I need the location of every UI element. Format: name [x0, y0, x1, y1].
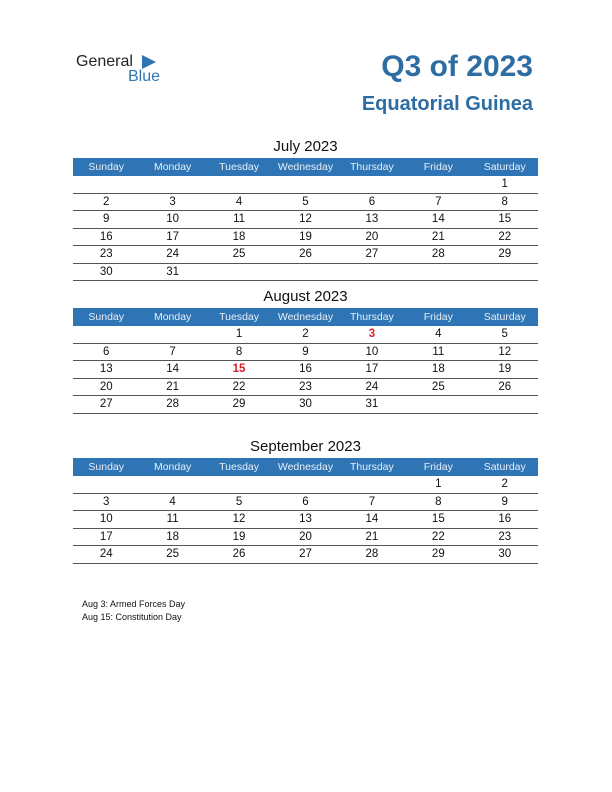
day-cell: 5: [302, 195, 309, 208]
day-cell: 9: [103, 213, 110, 225]
week-row: [73, 494, 538, 512]
day-cell: 4: [435, 328, 442, 340]
day-cell: [206, 176, 272, 193]
week-row: [73, 546, 538, 564]
day-cell: 23: [299, 380, 312, 393]
day-cell: [272, 264, 338, 281]
day-cell: 11: [432, 345, 445, 358]
day-cell: 12: [299, 213, 312, 225]
weekday-label: Tuesday: [219, 161, 259, 173]
weekday-label: Saturday: [483, 311, 526, 323]
weekday-label: Sunday: [88, 461, 125, 473]
day-cell: 22: [498, 230, 512, 243]
week-row: [73, 529, 538, 547]
day-cell: 30: [498, 548, 512, 560]
day-cell: 24: [166, 248, 180, 260]
day-cell: [73, 476, 139, 493]
weekday-label: Thursday: [350, 161, 394, 173]
weekday-label: Monday: [153, 311, 192, 323]
week-row: [73, 361, 538, 379]
day-cell: 11: [166, 513, 179, 525]
day-cell: 23: [498, 530, 512, 543]
day-cell: 9: [501, 495, 508, 508]
weekday-header: [73, 308, 538, 326]
day-cell: [206, 264, 272, 281]
day-cell: 1: [501, 178, 508, 190]
day-cell: [73, 326, 139, 343]
day-cell: 6: [302, 495, 309, 508]
logo: [76, 53, 176, 89]
day-cell: 7: [368, 495, 376, 508]
weekday-label: Saturday: [483, 161, 526, 173]
day-cell: 6: [368, 195, 376, 208]
day-cell: 3: [368, 328, 376, 340]
day-cell: 14: [365, 513, 379, 525]
month-title: September 2023: [250, 438, 361, 455]
day-cell: 26: [299, 248, 312, 260]
day-cell: 4: [235, 195, 243, 208]
day-cell: 22: [232, 380, 246, 393]
day-cell: 28: [365, 548, 379, 560]
day-cell: 11: [233, 213, 246, 225]
weekday-label: Thursday: [350, 311, 394, 323]
day-cell: 17: [99, 530, 113, 543]
weekday-header: [73, 458, 538, 476]
day-cell: 21: [431, 230, 445, 243]
day-cell: 27: [365, 248, 379, 260]
day-cell: 21: [166, 380, 180, 393]
day-cell: [272, 476, 338, 493]
weekday-label: Saturday: [483, 461, 526, 473]
day-cell: [405, 176, 471, 193]
holiday-notes: [82, 598, 185, 623]
day-cell: [472, 264, 538, 281]
weekday-label: Sunday: [88, 311, 125, 323]
weekday-label: Friday: [423, 461, 453, 473]
day-cell: 15: [232, 363, 246, 375]
week-row: [73, 344, 538, 362]
day-cell: 13: [99, 363, 113, 375]
day-cell: [73, 176, 139, 193]
logo-blue: Blue: [128, 68, 161, 85]
weekday-label: Friday: [423, 161, 453, 173]
day-cell: 1: [235, 328, 243, 340]
day-cell: 9: [302, 345, 309, 358]
day-cell: [339, 176, 405, 193]
weekday-label: Wednesday: [277, 161, 334, 173]
month-august: [73, 286, 538, 414]
week-row: [73, 396, 538, 414]
month-july: [73, 136, 538, 281]
week-row: [73, 379, 538, 397]
day-cell: [139, 326, 205, 343]
week-row: [73, 326, 538, 344]
day-cell: 29: [498, 248, 512, 260]
weekday-label: Sunday: [88, 161, 125, 173]
day-cell: [405, 264, 471, 281]
weekday-label: Wednesday: [277, 461, 334, 473]
day-cell: 2: [302, 328, 309, 340]
day-cell: 14: [431, 213, 445, 225]
day-cell: 22: [431, 530, 445, 543]
day-cell: 8: [435, 495, 442, 508]
day-cell: 16: [299, 363, 312, 375]
day-cell: 7: [169, 345, 176, 358]
day-cell: 27: [299, 548, 312, 560]
weekday-label: Monday: [153, 161, 192, 173]
day-cell: 21: [365, 530, 379, 543]
week-row: [73, 246, 538, 264]
day-cell: 15: [498, 213, 512, 225]
day-cell: 5: [235, 495, 243, 508]
day-cell: 20: [299, 530, 312, 543]
day-cell: 12: [232, 513, 246, 525]
day-cell: [272, 176, 338, 193]
day-cell: [472, 396, 538, 413]
day-cell: 17: [365, 363, 379, 375]
day-cell: 3: [169, 195, 176, 208]
weekday-header: [73, 158, 538, 176]
week-row: [73, 511, 538, 529]
weekday-label: Tuesday: [219, 461, 259, 473]
day-cell: [139, 176, 205, 193]
weekday-label: Monday: [153, 461, 192, 473]
weekday-label: Wednesday: [277, 311, 334, 323]
week-row: [73, 229, 538, 247]
day-cell: 15: [431, 513, 445, 525]
weekday-label: Friday: [423, 311, 453, 323]
day-cell: 14: [166, 363, 180, 375]
logo-general: General: [76, 53, 133, 70]
day-cell: 25: [232, 248, 246, 260]
page-title: Q3 of 2023: [381, 50, 533, 83]
day-cell: 19: [498, 363, 512, 375]
day-cell: 30: [99, 265, 113, 278]
day-cell: 24: [99, 548, 113, 560]
day-cell: 26: [498, 380, 512, 393]
day-cell: 2: [501, 478, 508, 490]
week-row: [73, 264, 538, 282]
day-cell: 8: [235, 345, 243, 358]
day-cell: 27: [99, 398, 113, 410]
day-cell: 7: [435, 195, 442, 208]
day-cell: 10: [166, 213, 180, 225]
day-cell: 3: [103, 495, 110, 508]
day-cell: 29: [431, 548, 445, 560]
day-cell: [339, 264, 405, 281]
day-cell: 2: [103, 195, 110, 208]
day-cell: 13: [365, 213, 379, 225]
logo-flag-icon: [142, 55, 156, 69]
day-cell: 10: [365, 345, 379, 358]
day-cell: 31: [365, 398, 379, 410]
day-cell: 30: [299, 398, 312, 410]
week-row: [73, 211, 538, 229]
holiday-note: Aug 15: Constitution Day: [82, 611, 182, 622]
day-cell: 26: [232, 548, 246, 560]
week-row: [73, 476, 538, 494]
day-cell: 29: [232, 398, 246, 410]
day-cell: 16: [99, 230, 113, 243]
day-cell: [139, 476, 205, 493]
day-cell: 8: [501, 195, 508, 208]
day-cell: 1: [435, 478, 442, 490]
day-cell: 10: [99, 513, 113, 525]
day-cell: 5: [501, 328, 508, 340]
day-cell: [206, 476, 272, 493]
day-cell: 23: [99, 248, 113, 260]
day-cell: 6: [103, 345, 110, 358]
day-cell: 12: [498, 345, 512, 358]
day-cell: 25: [166, 548, 180, 560]
day-cell: 28: [431, 248, 445, 260]
weekday-label: Thursday: [350, 461, 394, 473]
week-row: [73, 194, 538, 212]
day-cell: 4: [169, 495, 176, 508]
day-cell: 31: [166, 265, 180, 278]
month-title: August 2023: [263, 288, 348, 305]
day-cell: 20: [365, 230, 379, 243]
month-title: July 2023: [273, 138, 338, 155]
day-cell: 17: [166, 230, 180, 243]
day-cell: 18: [232, 230, 246, 243]
weekday-label: Tuesday: [219, 311, 259, 323]
day-cell: 16: [498, 513, 512, 525]
day-cell: 18: [431, 363, 445, 375]
week-row: [73, 176, 538, 194]
day-cell: 24: [365, 380, 379, 393]
country-name: Equatorial Guinea: [361, 93, 533, 115]
day-cell: 20: [99, 380, 113, 393]
day-cell: 13: [299, 513, 312, 525]
day-cell: [339, 476, 405, 493]
day-cell: 25: [431, 380, 445, 393]
month-september: [73, 436, 538, 564]
day-cell: 18: [166, 530, 180, 543]
day-cell: 19: [232, 530, 246, 543]
day-cell: [405, 396, 471, 413]
holiday-note: Aug 3: Armed Forces Day: [82, 599, 186, 609]
day-cell: 19: [299, 230, 312, 243]
day-cell: 28: [166, 398, 180, 410]
